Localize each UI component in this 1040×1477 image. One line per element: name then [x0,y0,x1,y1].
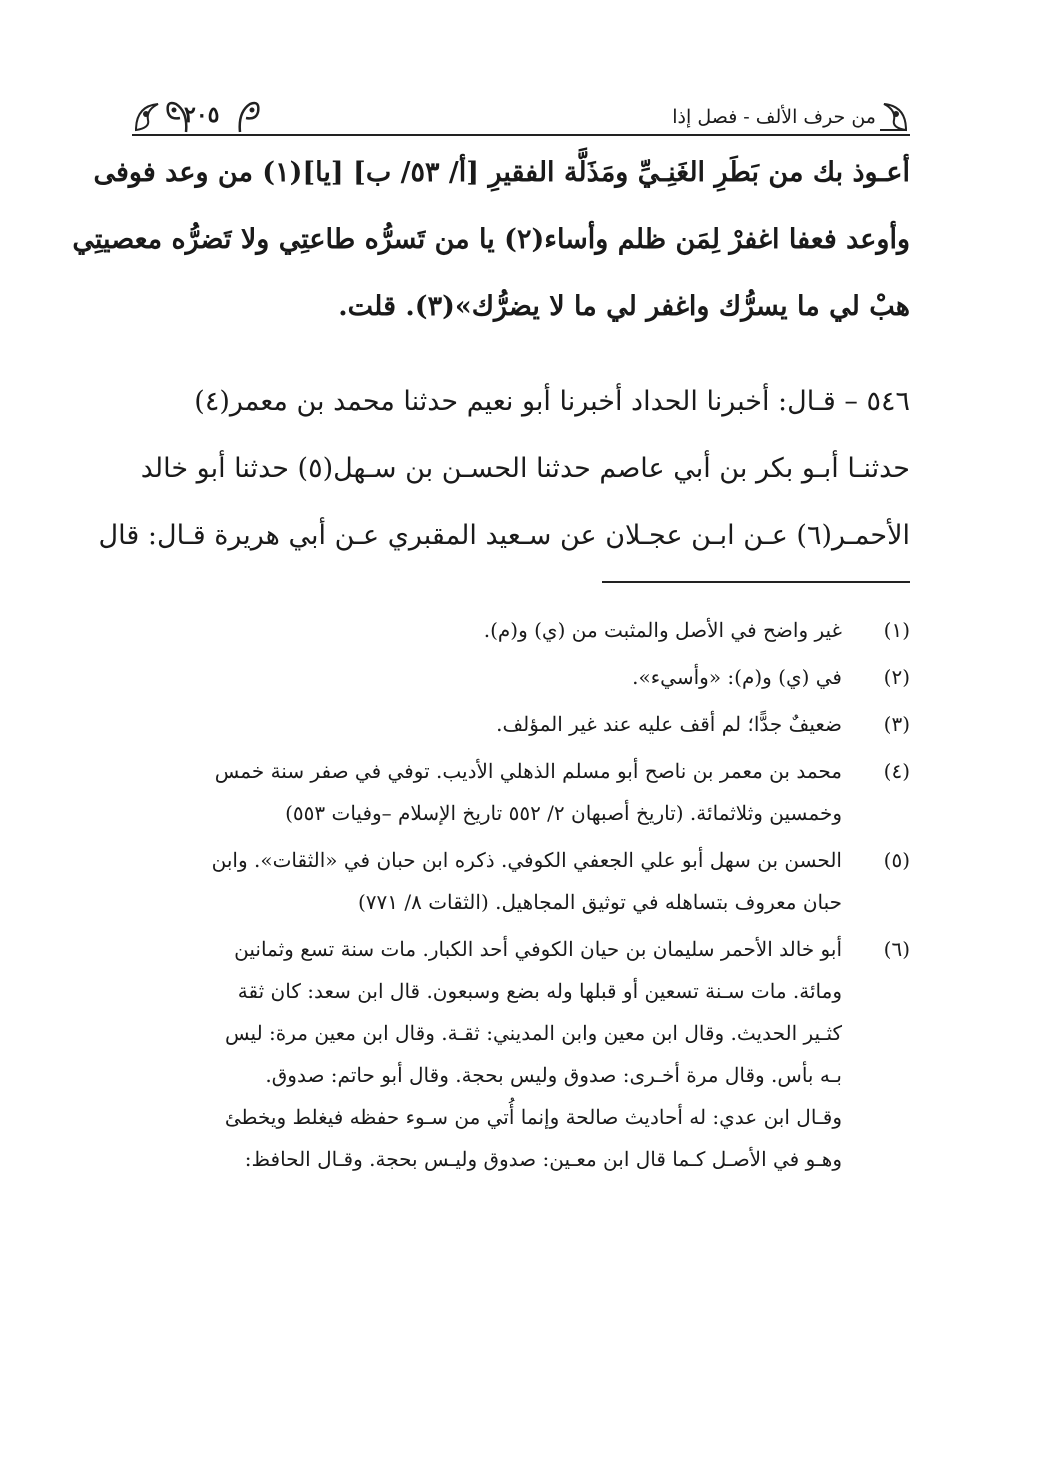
footnote-line: أبو خالد الأحمر سليمان بن حيان الكوفي أحد الكبار. مات سنة تسع وثمانين [234,937,842,961]
text-line: وأوعد فعفا اغفرْ لِمَن ظلم وأساء(٢) يا من تَسرُّه طاعتِي ولا تَضرُّه معصيتِي [72,224,910,255]
page-number: ٢٠٥ [184,102,220,128]
page-number-ornament-right-icon [236,98,262,134]
text-line: حدثنـا أبـو بكر بن أبي عاصم حدثنا الحسـن بن سـهل(٥) حدثنا أبو خالد [140,453,910,484]
footnote-number: (٤) [883,759,910,783]
footnote [135,753,910,831]
footnote [135,931,910,1177]
footnote [135,706,910,742]
footnote-line: وقـال ابن عدي: له أحاديث صالحة وإنما أُتي من سـوء حفظه فيغلط ويخطئ [224,1105,842,1129]
footnote-number: (٣) [883,712,910,736]
footnote-number: (٦) [883,937,910,961]
footnote-line: حبان معروف بتساهله في توثيق المجاهيل. (الثقات ٨/ ٧٧١) [357,890,842,914]
page-number-ornament-left-icon [164,98,190,134]
header-title: من حرف الألف - فصل إذا [672,106,876,128]
footnote-line: الحسن بن سهل أبو علي الجعفي الكوفي. ذكره ابن حبان في «الثقات». وابن [211,848,842,872]
hadith-text-bold [72,155,910,325]
footnote [135,842,910,920]
footnote-line: ضعيفٌ جدًّا؛ لم أقف عليه عند غير المؤلف. [496,712,842,736]
footnote-line: وهـو في الأصـل كـما قال ابن معـين: صدوق وليـس بحجة. وقـال الحافظ: [244,1147,842,1171]
footnote-line: غير واضح في الأصل والمثبت من (ي) و(م). [483,618,842,642]
header-rule [132,134,910,136]
footnotes [135,612,910,1188]
text-line: الأحمـر(٦) عـن ابـن عجـلان عن سـعيد المقبري عـن أبي هريرة قـال: قال [98,520,910,551]
footnote-number: (٢) [883,665,910,689]
footnote [135,612,910,648]
footnote-separator [602,581,910,583]
footnote [135,659,910,695]
footnote-number: (٥) [883,848,910,872]
running-header [132,98,910,138]
footnote-line: بـه بأس. وقال مرة أخـرى: صدوق وليس بحجة. وقال أبو حاتم: صدوق. [265,1063,842,1087]
text-line: هبْ لي ما يسرُّك واغفر لي ما لا يضرُّك»(٣). قلت. [338,291,910,322]
footnote-line: ومائة. مات سـنة تسعين أو قبلها وله بضع وسبعون. قال ابن سعد: كان ثقة [237,979,842,1003]
isnad-paragraph [98,384,910,554]
footnote-line: كثـير الحديث. وقال ابن معين وابن المديني: ثقـة. وقال ابن معين مرة: ليس [225,1021,842,1045]
header-ornament-left-icon [132,100,166,134]
footnote-number: (١) [883,618,910,642]
footnote-line: في (ي) و(م): «وأسيء». [632,665,842,689]
header-ornament-right-icon [876,100,910,134]
footnote-line: وخمسين وثلاثمائة. (تاريخ أصبهان ٢/ ٥٥٢ تاريخ الإسلام –وفيات ٥٥٣) [285,801,842,825]
text-line: أعـوذ بك من بَطَرِ الغَنِـيِّ ومَذَلَّة الفقيرِ [أ/ ٥٣/ ب] [يا](١) من وعد فوفى [93,157,910,188]
text-line: ٥٤٦ – قـال: أخبرنا الحداد أخبرنا أبو نعيم حدثنا محمد بن معمر(٤) [194,386,910,417]
footnote-line: محمد بن معمر بن ناصح أبو مسلم الذهلي الأديب. توفي في صفر سنة خمس [214,759,842,783]
